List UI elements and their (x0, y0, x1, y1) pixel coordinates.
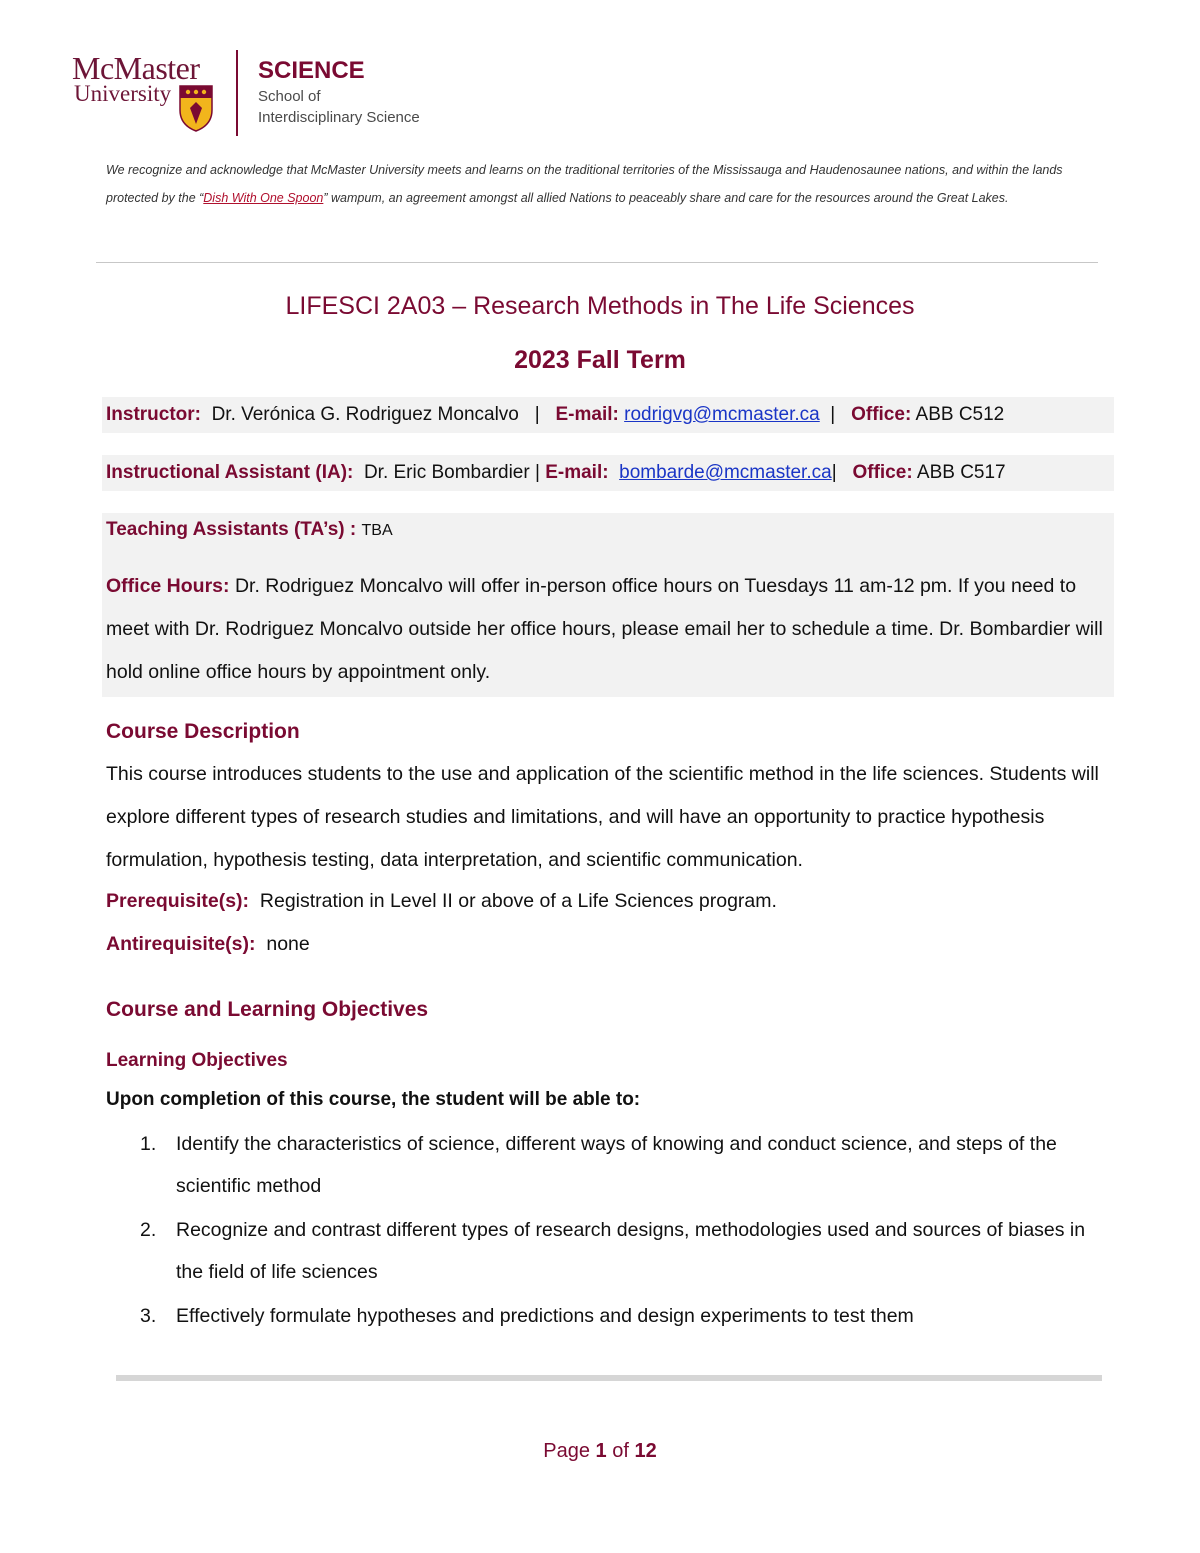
header-logo (72, 50, 472, 140)
list-item-number: 1. (140, 1133, 157, 1155)
ia-name: Dr. Eric Bombardier (363, 462, 530, 483)
instructor-email-link[interactable]: rodrigvg@mcmaster.ca (624, 404, 820, 425)
ia-email-label: E-mail: (545, 462, 609, 483)
instructor-row: Instructor: Dr. Verónica G. Rodriguez Moncalvo | E-mail: rodrigvg@mcmaster.ca | Office: ABB C512 (102, 397, 1114, 433)
land-ack-text-before: We recognize and acknowledge that McMaster University meets and learns on the traditional territories of the Mississauga and Haudenosaunee nations, and within the lands protected by the “ (106, 163, 1063, 205)
list-item-number: 2. (140, 1219, 157, 1241)
page-word: Page (543, 1440, 590, 1462)
land-acknowledgement (106, 156, 1106, 212)
prerequisite-line (106, 890, 777, 913)
list-item (140, 1209, 1110, 1293)
faculty-name: SCIENCE (258, 57, 365, 84)
land-ack-text-after: ” wampum, an agreement amongst all allied Nations to peaceably share and care for the resources around the Great Lakes. (323, 191, 1009, 205)
course-description-text: This course introduces students to the use and application of the scientific method in the life sciences. Students will explore different types of research studies and limitations, and will have an opportunity to practice hypothesis formulation, hypothesis testing, data interpretation, and scientific communication. (106, 763, 1099, 871)
instructor-name: Dr. Verónica G. Rodriguez Moncalvo (211, 404, 519, 425)
ia-label: Instructional Assistant (IA): (106, 462, 354, 483)
antirequisite-value: none (266, 933, 310, 955)
learning-objectives-subheading: Learning Objectives (106, 1050, 288, 1071)
footer-divider (116, 1375, 1102, 1381)
list-item (140, 1123, 1110, 1207)
course-title: LIFESCI 2A03 – Research Methods in The Life Sciences (285, 292, 915, 320)
ia-row: Instructional Assistant (IA): Dr. Eric Bombardier | E-mail: bombarde@mcmaster.ca| Office: ABB C517 (102, 455, 1114, 491)
list-item-text: Effectively formulate hypotheses and predictions and design experiments to test them (176, 1305, 914, 1327)
total-pages: 12 (634, 1440, 657, 1462)
of-word: of (612, 1440, 629, 1462)
office-hours-text: Dr. Rodriguez Moncalvo will offer in-person office hours on Tuesdays 11 am-12 pm. If you need to meet with Dr. Rodriguez Moncalvo outside her office hours, please email her to schedule a time. Dr. Bombardier will hold online office hours by appointment only. (106, 575, 1103, 683)
instructor-email-label: E-mail: (555, 404, 619, 425)
current-page: 1 (595, 1440, 607, 1462)
list-item (140, 1295, 1110, 1337)
instructor-label: Instructor: (106, 404, 201, 425)
course-term: 2023 Fall Term (514, 346, 686, 374)
antirequisite-line (106, 933, 310, 956)
school-name-line2: Interdisciplinary Science (258, 109, 420, 126)
antirequisite-label: Antirequisite(s): (106, 933, 256, 955)
list-item-number: 3. (140, 1305, 157, 1327)
ta-line (106, 517, 393, 544)
university-name-line1: McMaster (72, 50, 200, 86)
crest-icon (178, 84, 214, 132)
list-item-text: Identify the characteristics of science, different ways of knowing and conduct science, and steps of the scientific method (176, 1133, 1057, 1197)
prerequisite-label: Prerequisite(s): (106, 890, 250, 912)
page-number (0, 1440, 1200, 1463)
objectives-lead: Upon completion of this course, the student will be able to: (106, 1089, 641, 1110)
school-name-line1: School of (258, 88, 321, 105)
ia-email-link[interactable]: bombarde@mcmaster.ca (619, 462, 832, 483)
ta-label: Teaching Assistants (TA’s) : (106, 519, 357, 540)
ia-office-label: Office: (852, 462, 913, 483)
instructor-office: ABB C512 (915, 404, 1005, 425)
ta-value: TBA (361, 522, 393, 539)
logo-divider (236, 50, 238, 136)
instructor-office-label: Office: (851, 404, 912, 425)
header-divider (96, 262, 1098, 263)
ta-office-hours-box (102, 513, 1114, 697)
office-hours (106, 565, 1110, 694)
office-hours-label: Office Hours: (106, 575, 230, 597)
dish-with-one-spoon-link[interactable]: Dish With One Spoon (203, 191, 324, 205)
list-item-text: Recognize and contrast different types of research designs, methodologies used and sources of biases in the field of life sciences (176, 1219, 1086, 1283)
objectives-heading: Course and Learning Objectives (106, 998, 429, 1021)
university-name-line2: University (74, 81, 172, 106)
prerequisite-value: Registration in Level II or above of a Life Sciences program. (259, 890, 777, 912)
course-description-heading: Course Description (106, 720, 300, 743)
ia-office: ABB C517 (916, 462, 1006, 483)
